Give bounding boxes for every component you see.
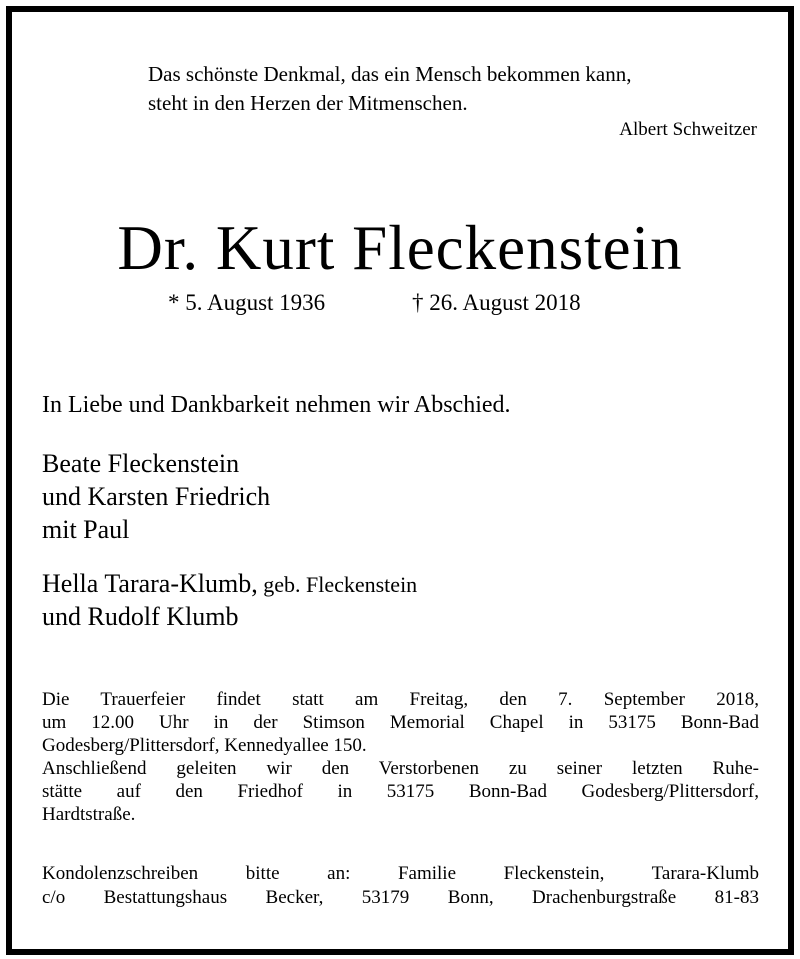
funeral-line-4: Anschließend geleiten wir den Verstorbenen zu seiner letzten Ruhe- <box>42 758 759 779</box>
farewell-text: In Liebe und Dankbarkeit nehmen wir Abschied. <box>42 392 511 418</box>
funeral-line-6: Hardtstraße. <box>42 804 136 825</box>
funeral-line-3: Godesberg/Plittersdorf, Kennedyallee 150. <box>42 735 367 756</box>
funeral-line-1: Die Trauerfeier findet statt am Freitag, den 7. September 2018, <box>42 689 759 710</box>
condolences-line-1: Kondolenzschreiben bitte an: Familie Fleckenstein, Tarara-Klumb <box>42 863 759 884</box>
deceased-name: Dr. Kurt Fleckenstein <box>117 213 683 283</box>
mourner-2-maiden-name: geb. Fleckenstein <box>257 572 418 597</box>
birth-date: * 5. August 1936 <box>168 290 326 315</box>
mourner-1-line-2: und Karsten Friedrich <box>42 482 271 511</box>
mourner-2-line-2: und Rudolf Klumb <box>42 602 239 631</box>
mourner-1-line-1: Beate Fleckenstein <box>42 449 240 478</box>
quote-author: Albert Schweitzer <box>619 119 757 140</box>
funeral-line-2: um 12.00 Uhr in der Stimson Memorial Chapel in 53175 Bonn-Bad <box>42 712 759 733</box>
quote-line-2: steht in den Herzen der Mitmenschen. <box>148 91 468 115</box>
mourner-2-line-1 <box>42 567 417 601</box>
mourner-1-line-3: mit Paul <box>42 515 130 544</box>
death-date: † 26. August 2018 <box>412 290 581 315</box>
mourner-2-name: Hella Tarara-Klumb, <box>42 569 258 598</box>
quote-line-1: Das schönste Denkmal, das ein Mensch bekommen kann, <box>148 62 632 86</box>
funeral-line-5: stätte auf den Friedhof in 53175 Bonn-Bad Godesberg/Plittersdorf, <box>42 781 759 802</box>
condolences-line-2: c/o Bestattungshaus Becker, 53179 Bonn, Drachenburgstraße 81-83 <box>42 887 759 908</box>
